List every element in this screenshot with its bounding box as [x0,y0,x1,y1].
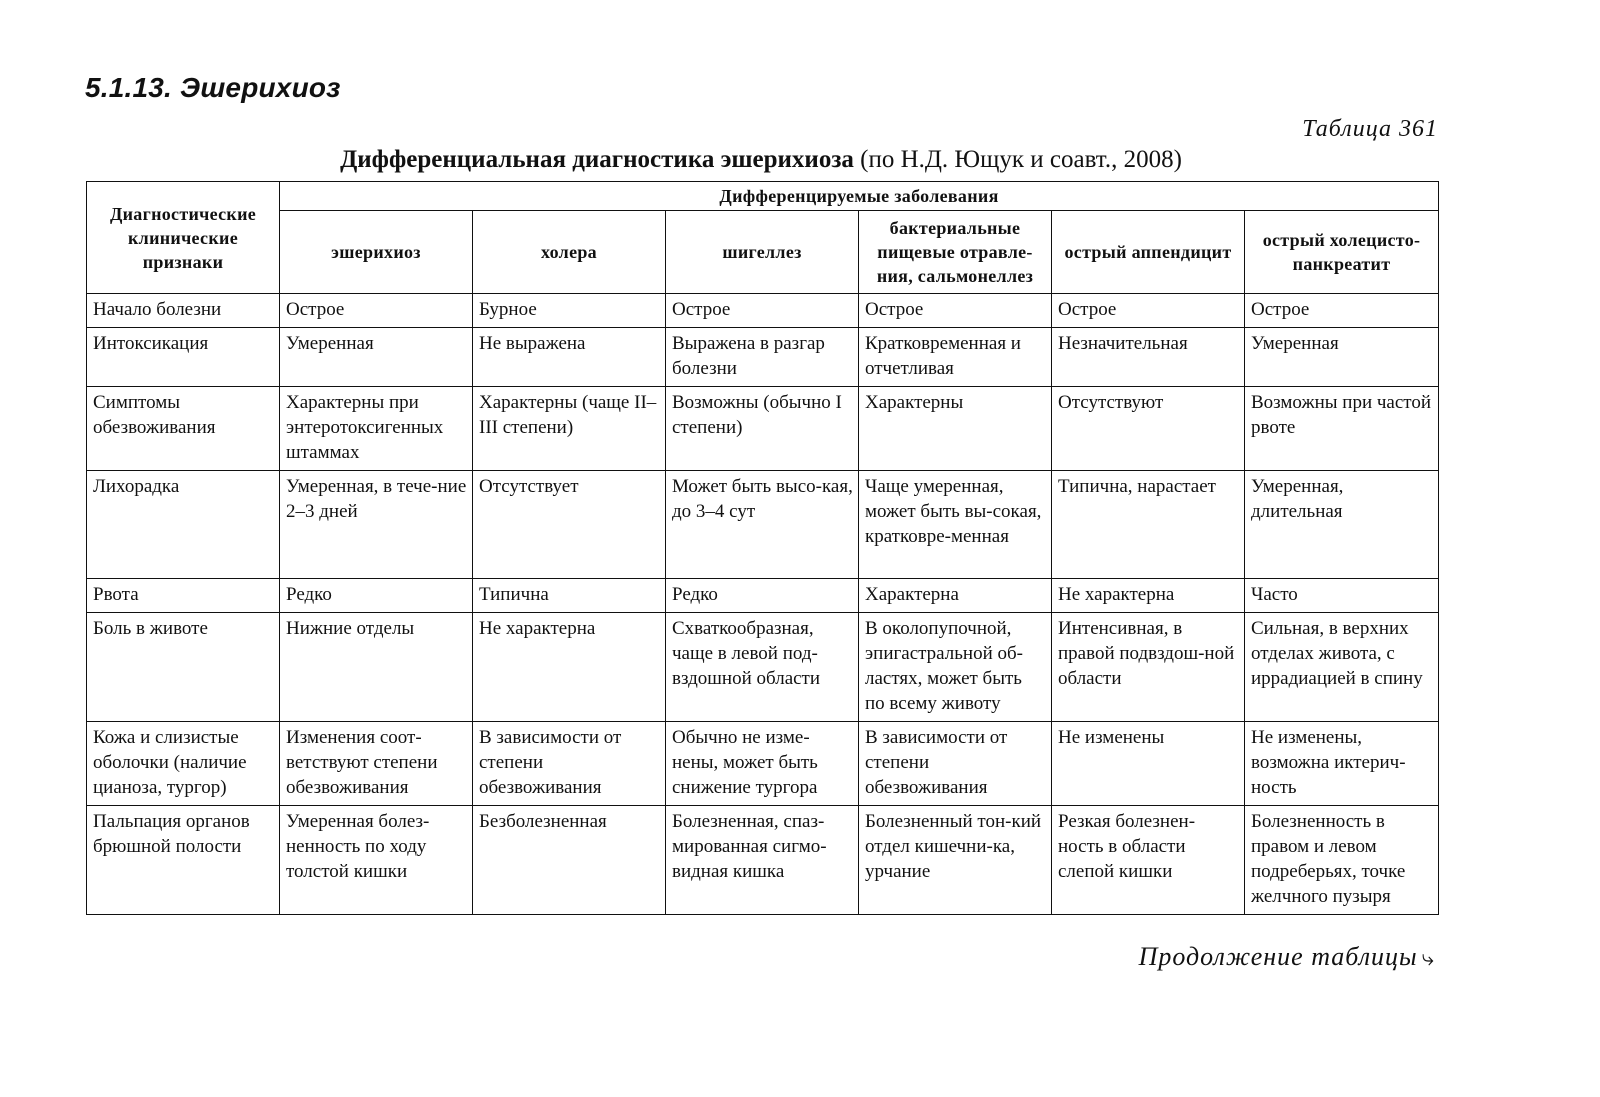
table-row [87,294,1439,328]
table-cell: Острое [1245,294,1439,328]
table-row [87,579,1439,613]
table-cell: Кратковременная и отчетливая [859,328,1052,387]
table-cell: Не изменены, возможна иктерич-ность [1245,722,1439,806]
table-cell: Умеренная, в тече-ние 2–3 дней [280,471,473,579]
table-cell: Интенсивная, в правой подвздош-ной области [1052,613,1245,722]
column-header: бактериальные пищевые отравле-ния, сальмонеллез [859,211,1052,294]
row-label-cell: Пальпация органов брюшной полости [87,806,280,915]
table-cell: В околопупочной, эпигастральной об-ластях, может быть по всему животу [859,613,1052,722]
row-label-cell: Рвота [87,579,280,613]
table-cell: Редко [280,579,473,613]
differential-diagnosis-table [86,181,1439,915]
table-body [87,294,1439,915]
table-cell: Может быть высо-кая, до 3–4 сут [666,471,859,579]
column-header: шигеллез [666,211,859,294]
table-caption-title: Дифференциальная диагностика эшерихиоза [340,146,854,173]
continuation-label: Продолжение таблицы [1138,942,1418,971]
column-header: острый аппендицит [1052,211,1245,294]
table-row [87,471,1439,579]
table-cell: Нижние отделы [280,613,473,722]
table-cell: Болезненный тон-кий отдел кишечни-ка, урчание [859,806,1052,915]
table-cell: Редко [666,579,859,613]
table-cell: Безболезненная [473,806,666,915]
row-label-cell: Симптомы обезвоживания [87,387,280,471]
table-row [87,328,1439,387]
table-cell: Не изменены [1052,722,1245,806]
table-cell: Не характерна [473,613,666,722]
table-cell: Острое [1052,294,1245,328]
table-cell: Отсутствует [473,471,666,579]
table-row [87,722,1439,806]
row-label-cell: Кожа и слизистые оболочки (наличие цианоза, тургор) [87,722,280,806]
column-header: эшерихиоз [280,211,473,294]
row-label-cell: Боль в животе [87,613,280,722]
table-row [87,387,1439,471]
table-cell: Умеренная болез-ненность по ходу толстой кишки [280,806,473,915]
table-row [87,613,1439,722]
table-cell: Часто [1245,579,1439,613]
table-cell: Острое [666,294,859,328]
table-cell: Характерны [859,387,1052,471]
row-header-cell: Диагностические клинические признаки [87,182,280,294]
row-label-cell: Лихорадка [87,471,280,579]
table-cell: Характерны при энтеротоксигенных штаммах [280,387,473,471]
table-cell: Возможны при частой рвоте [1245,387,1439,471]
table-cell: Схваткообразная, чаще в левой под-вздошной области [666,613,859,722]
table-cell: Отсутствуют [1052,387,1245,471]
table-cell: Умеренная [280,328,473,387]
table-cell: Незначительная [1052,328,1245,387]
row-label-cell: Интоксикация [87,328,280,387]
continuation-note [1139,942,1435,972]
table-caption-source: (по Н.Д. Ющук и соавт., 2008) [853,146,1182,173]
table-cell: Сильная, в верхних отделах живота, с иррадиацией в спину [1245,613,1439,722]
column-header: холера [473,211,666,294]
table-cell: Типична, нарастает [1052,471,1245,579]
table-cell: Обычно не изме-нены, может быть снижение тургора [666,722,859,806]
row-label-cell: Начало болезни [87,294,280,328]
table-row [87,806,1439,915]
table-cell: Возможны (обычно I степени) [666,387,859,471]
table-cell: Не характерна [1052,579,1245,613]
table-cell: Выражена в разгар болезни [666,328,859,387]
table-cell: Умеренная [1245,328,1439,387]
table-cell: В зависимости от степени обезвоживания [473,722,666,806]
table-cell: Не выражена [473,328,666,387]
table-subheader-row [87,211,1439,294]
table-header-row [87,182,1439,211]
table-caption [85,146,1437,174]
table-cell: Острое [859,294,1052,328]
section-heading: 5.1.13. Эшерихиоз [85,72,341,103]
table-cell: Типична [473,579,666,613]
table-cell: Изменения соот-ветствуют степени обезвоживания [280,722,473,806]
table-cell: Болезненность в правом и левом подреберьях, точке желчного пузыря [1245,806,1439,915]
table-cell: Характерны (чаще II–III степени) [473,387,666,471]
table-cell: Острое [280,294,473,328]
column-header: острый холецисто-панкреатит [1245,211,1439,294]
table-cell: Бурное [473,294,666,328]
group-header-cell: Дифференцируемые заболевания [280,182,1439,211]
table-cell: Резкая болезнен-ность в области слепой кишки [1052,806,1245,915]
table-cell: Характерна [859,579,1052,613]
table-cell: Болезненная, спаз-мированная сигмо-видная кишка [666,806,859,915]
table-cell: Чаще умеренная, может быть вы-сокая, кратковре-менная [859,471,1052,579]
table-number: Таблица 361 [1302,116,1438,142]
table-cell: Умеренная, длительная [1245,471,1439,579]
table-cell: В зависимости от степени обезвоживания [859,722,1052,806]
curved-arrow-icon: ⤷ [1421,946,1435,971]
